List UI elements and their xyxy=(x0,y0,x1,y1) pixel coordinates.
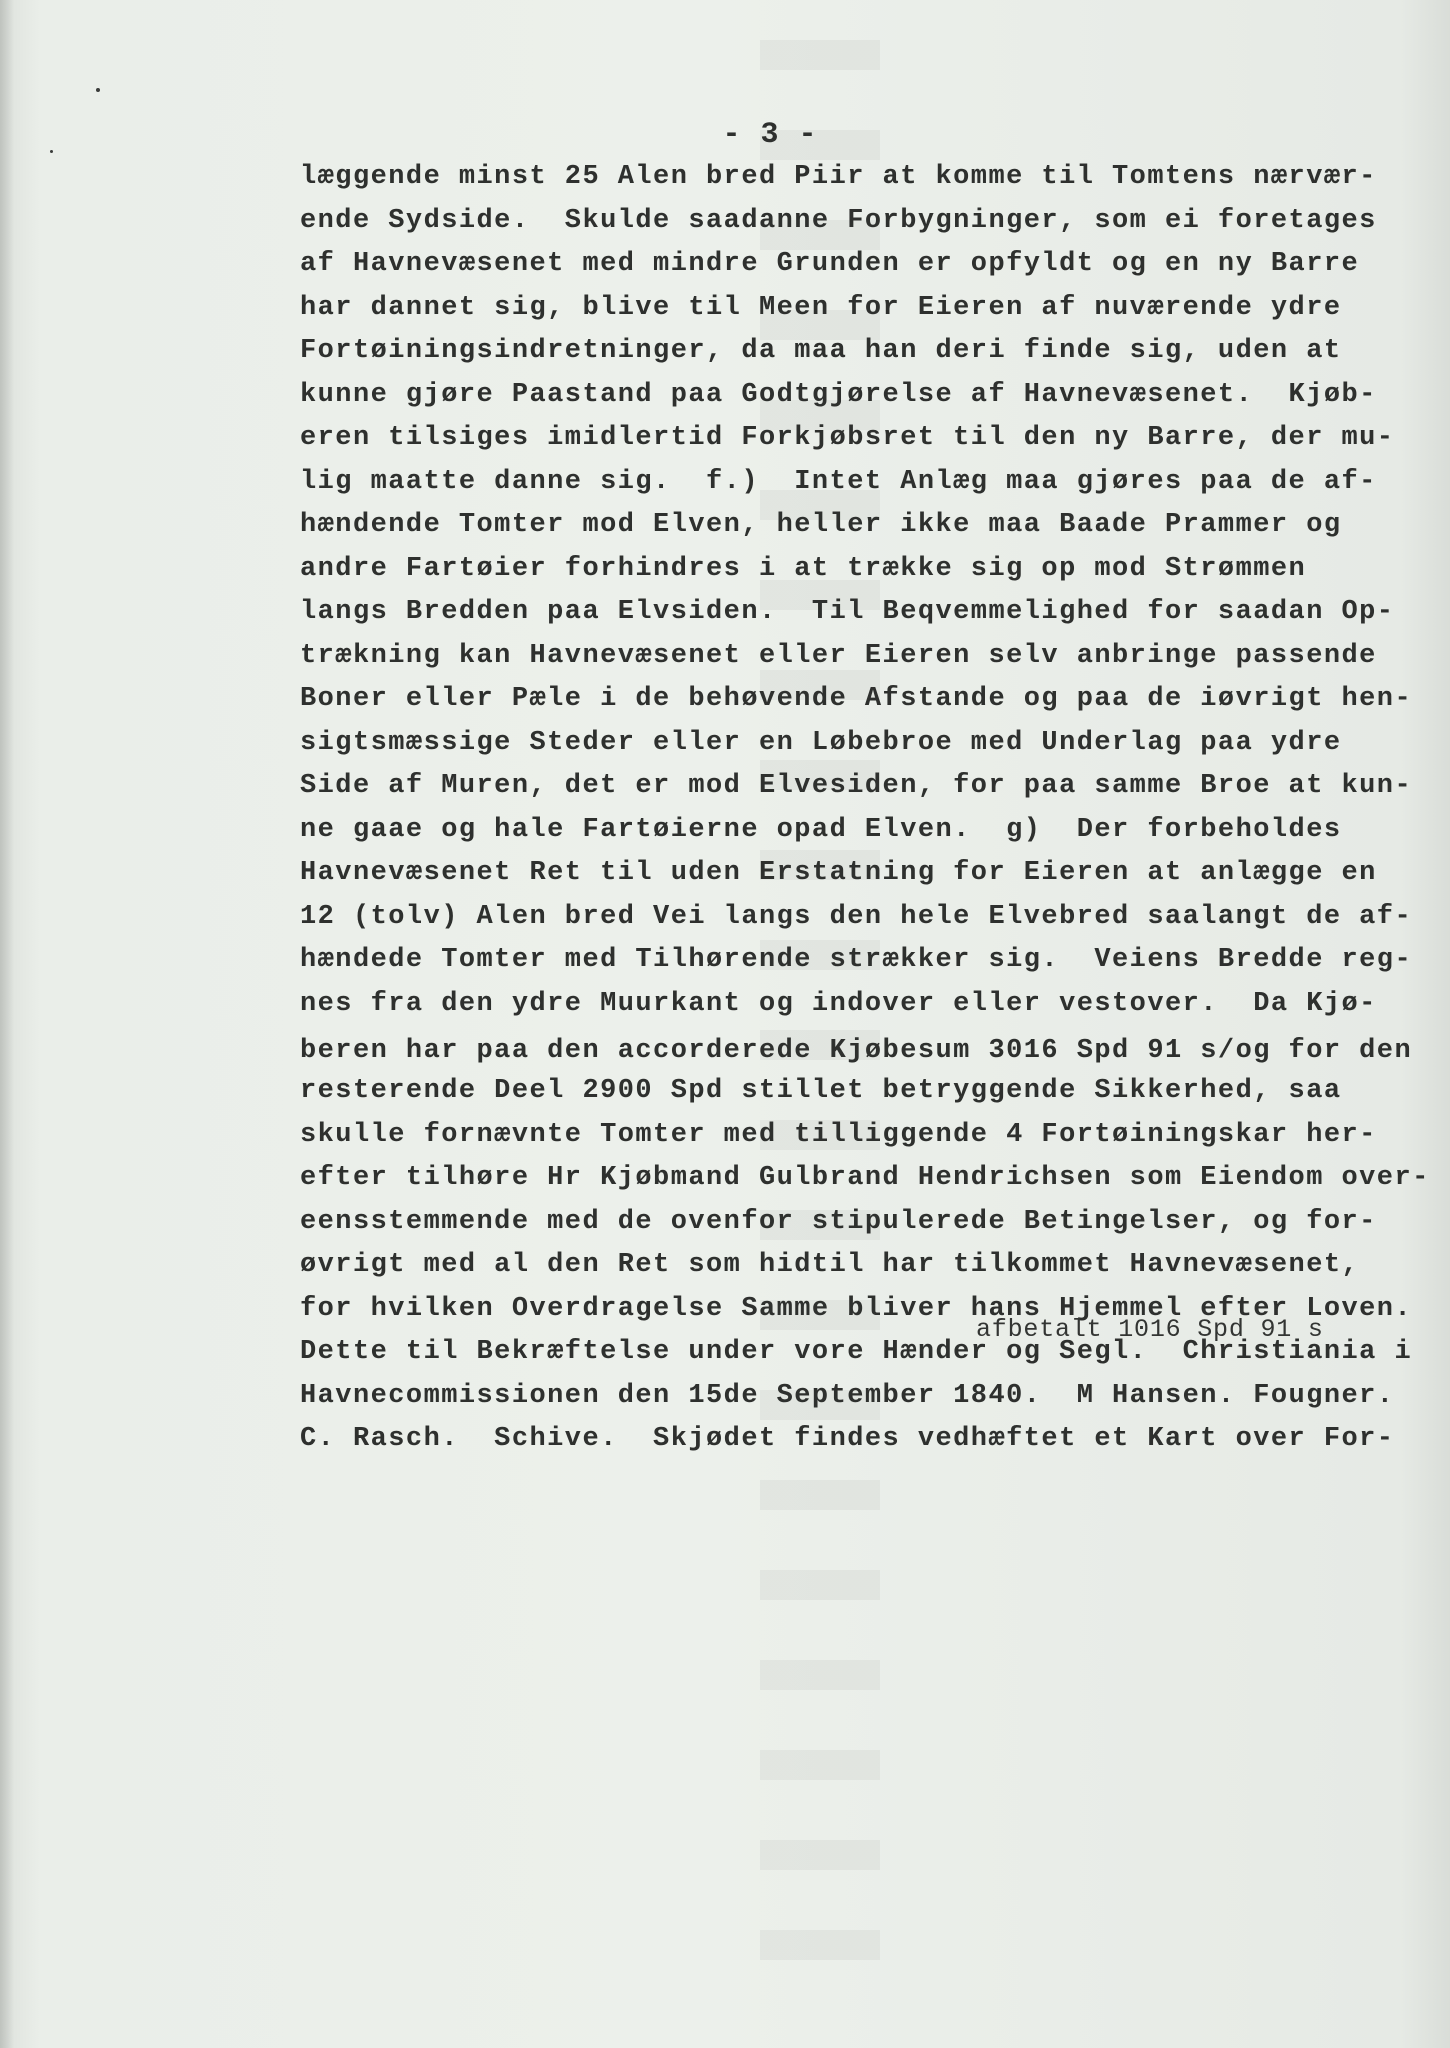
text-line: Dette til Bekræftelse under vore Hænder og Segl. Christiania i xyxy=(300,1337,1413,1367)
text-line: ne gaae og hale Fartøierne opad Elven. g) Der forbeholdes xyxy=(300,814,1342,845)
text-line: for hvilken Overdragelse Samme bliver hans Hjemmel efter Loven. xyxy=(300,1293,1413,1324)
text-line: langs Bredden paa Elvsiden. Til Beqvemmelighed for saadan Op- xyxy=(300,597,1395,627)
ink-speck xyxy=(50,150,53,153)
text-line: hændende Tomter mod Elven, heller ikke maa Baade Prammer og xyxy=(300,510,1342,540)
text-line: hændede Tomter med Tilhørende strækker sig. Veiens Bredde reg- xyxy=(300,945,1413,975)
text-line: Havnecommissionen den 15de September 1840. M Hansen. Fougner. xyxy=(300,1380,1395,1411)
text-line: af Havnevæsenet med mindre Grunden er opfyldt og en ny Barre xyxy=(300,249,1360,279)
text-line: Side af Muren, det er mod Elvesiden, for paa samme Broe at kun- xyxy=(300,771,1413,801)
text-line: trækning kan Havnevæsenet eller Eieren selv anbringe passende xyxy=(300,640,1377,671)
text-line: Fortøiningsindretninger, da maa han deri finde sig, uden at xyxy=(300,336,1342,366)
text-line: resterende Deel 2900 Spd stillet betryggende Sikkerhed, saa xyxy=(300,1076,1342,1106)
interlinear-insert: afbetalt 1016 Spd 91 s xyxy=(976,1315,1324,1344)
page-number: - 3 - xyxy=(722,118,818,152)
text-line: øvrigt med al den Ret som hidtil har tilkommet Havnevæsenet, xyxy=(300,1250,1360,1280)
text-line: sigtsmæssige Steder eller en Løbebroe med Underlag paa ydre xyxy=(300,727,1342,758)
text-line: efter tilhøre Hr Kjøbmand Gulbrand Hendrichsen som Eiendom over- xyxy=(300,1163,1430,1193)
text-line: kunne gjøre Paastand paa Godtgjørelse af Havnevæsenet. Kjøb- xyxy=(300,379,1377,410)
page-edge-shadow xyxy=(0,0,14,2048)
text-line: Havnevæsenet Ret til uden Erstatning for Eieren at anlægge en xyxy=(300,858,1377,888)
text-line: læggende minst 25 Alen bred Piir at komme til Tomtens nærvær- xyxy=(300,162,1377,192)
ink-speck xyxy=(96,88,100,92)
text-line: C. Rasch. Schive. Skjødet findes vedhæftet et Kart over For- xyxy=(300,1424,1395,1454)
text-line: ende Sydside. Skulde saadanne Forbygninger, som ei foretages xyxy=(300,205,1377,236)
text-line: Boner eller Pæle i de behøvende Afstande og paa de iøvrigt hen- xyxy=(300,684,1413,714)
text-line: eensstemmende med de ovenfor stipulerede Betingelser, og for- xyxy=(300,1206,1377,1237)
text-line: nes fra den ydre Muurkant og indover eller vestover. Da Kjø- xyxy=(300,988,1377,1019)
text-line: beren har paa den accorderede Kjøbesum 3016 Spd 91 s/og for den xyxy=(300,1036,1413,1066)
text-line: andre Fartøier forhindres i at trække sig op mod Strømmen xyxy=(300,553,1307,584)
text-line: lig maatte danne sig. f.) Intet Anlæg maa gjøres paa de af- xyxy=(300,466,1377,497)
text-line: har dannet sig, blive til Meen for Eieren af nuværende ydre xyxy=(300,292,1342,323)
text-line: skulle fornævnte Tomter med tilliggende 4 Fortøiningskar her- xyxy=(300,1119,1377,1150)
text-line: eren tilsiges imidlertid Forkjøbsret til den ny Barre, der mu- xyxy=(300,423,1395,453)
text-line: 12 (tolv) Alen bred Vei langs den hele Elvebred saalangt de af- xyxy=(300,901,1413,932)
